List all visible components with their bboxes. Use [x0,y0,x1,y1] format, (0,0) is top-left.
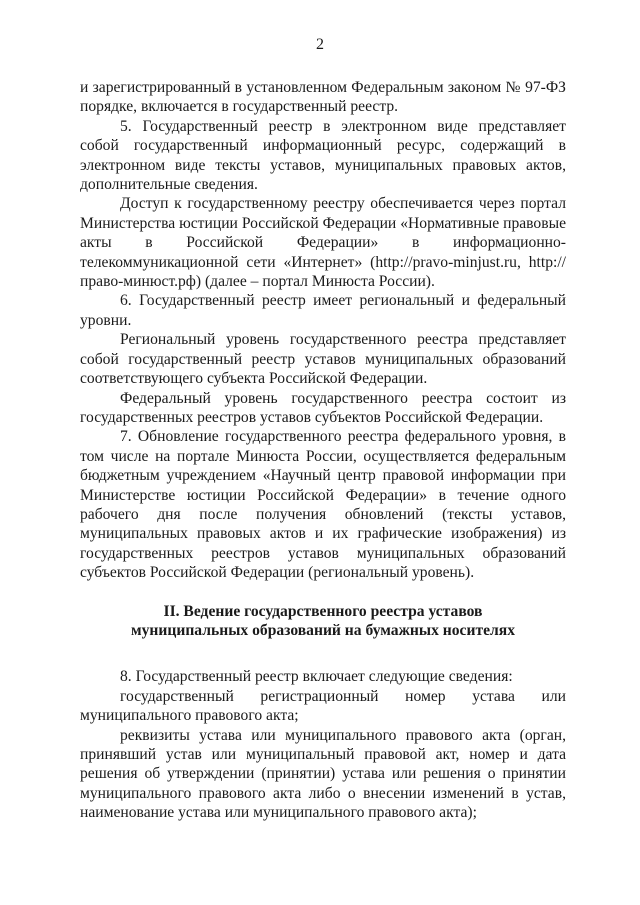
paragraph-federal-level: Федеральный уровень государственного реестра состоит из государственных реестров уставов субъектов Российской Федерации. [80,389,566,426]
paragraph-requisites: реквизиты устава или муниципального правового акта (орган, принявший устав или муниципальный правовой акт, номер и дата решения об утверждении (принятии) устава или решения о принятии муниципального правового акта либо о внесении изменений в устав, наименование устава или муниципального правового акта); [80,726,566,822]
paragraph-item-7: 7. Обновление государственного реестра федерального уровня, в том числе на портале Минюста России, осуществляется федеральным бюджетным учреждением «Научный центр правовой информации при Министерстве юстиции Российской Федерации» в течение одного рабочего дня после получения обновлений (тексты уставов, муниципальных правовых актов и их графические изображения) из государственных реестров уставов муниципальных образований субъектов Российской Федерации (региональный уровень). [80,428,566,582]
paragraph-regional-level: Региональный уровень государственного реестра представляет собой государственный реестр уставов муниципальных образований соответствующего субъекта Российской Федерации. [80,331,566,388]
section-heading [80,602,566,641]
section-heading-line-2: муниципальных образований на бумажных носителях [130,621,516,639]
document-body [80,78,566,823]
paragraph-item-8: 8. Государственный реестр включает следующие сведения: [120,668,513,686]
paragraph-continuation: и зарегистрированный в установленном Федеральным законом № 97-ФЗ порядке, включается в государственный реестр. [80,79,566,116]
page-number: 2 [316,36,324,53]
section-heading-line-1: II. Ведение государственного реестра уставов [163,602,483,620]
paragraph-access: Доступ к государственному реестру обеспечивается через портал Министерства юстиции Российской Федерации «Нормативные правовые акты в Российской Федерации» в информационно-телекоммуникационной сети «Интернет» (http://pravo-minjust.ru, http://право-минюст.рф) (далее – портал Минюста России). [80,195,566,291]
paragraph-item-5: 5. Государственный реестр в электронном виде представляет собой государственный информационный ресурс, содержащий в электронном виде тексты уставов, муниципальных правовых актов, дополнительные сведения. [80,117,566,194]
paragraph-item-6: 6. Государственный реестр имеет региональный и федеральный уровни. [80,292,566,329]
paragraph-registration-number: государственный регистрационный номер устава или муниципального правового акта; [80,687,566,725]
